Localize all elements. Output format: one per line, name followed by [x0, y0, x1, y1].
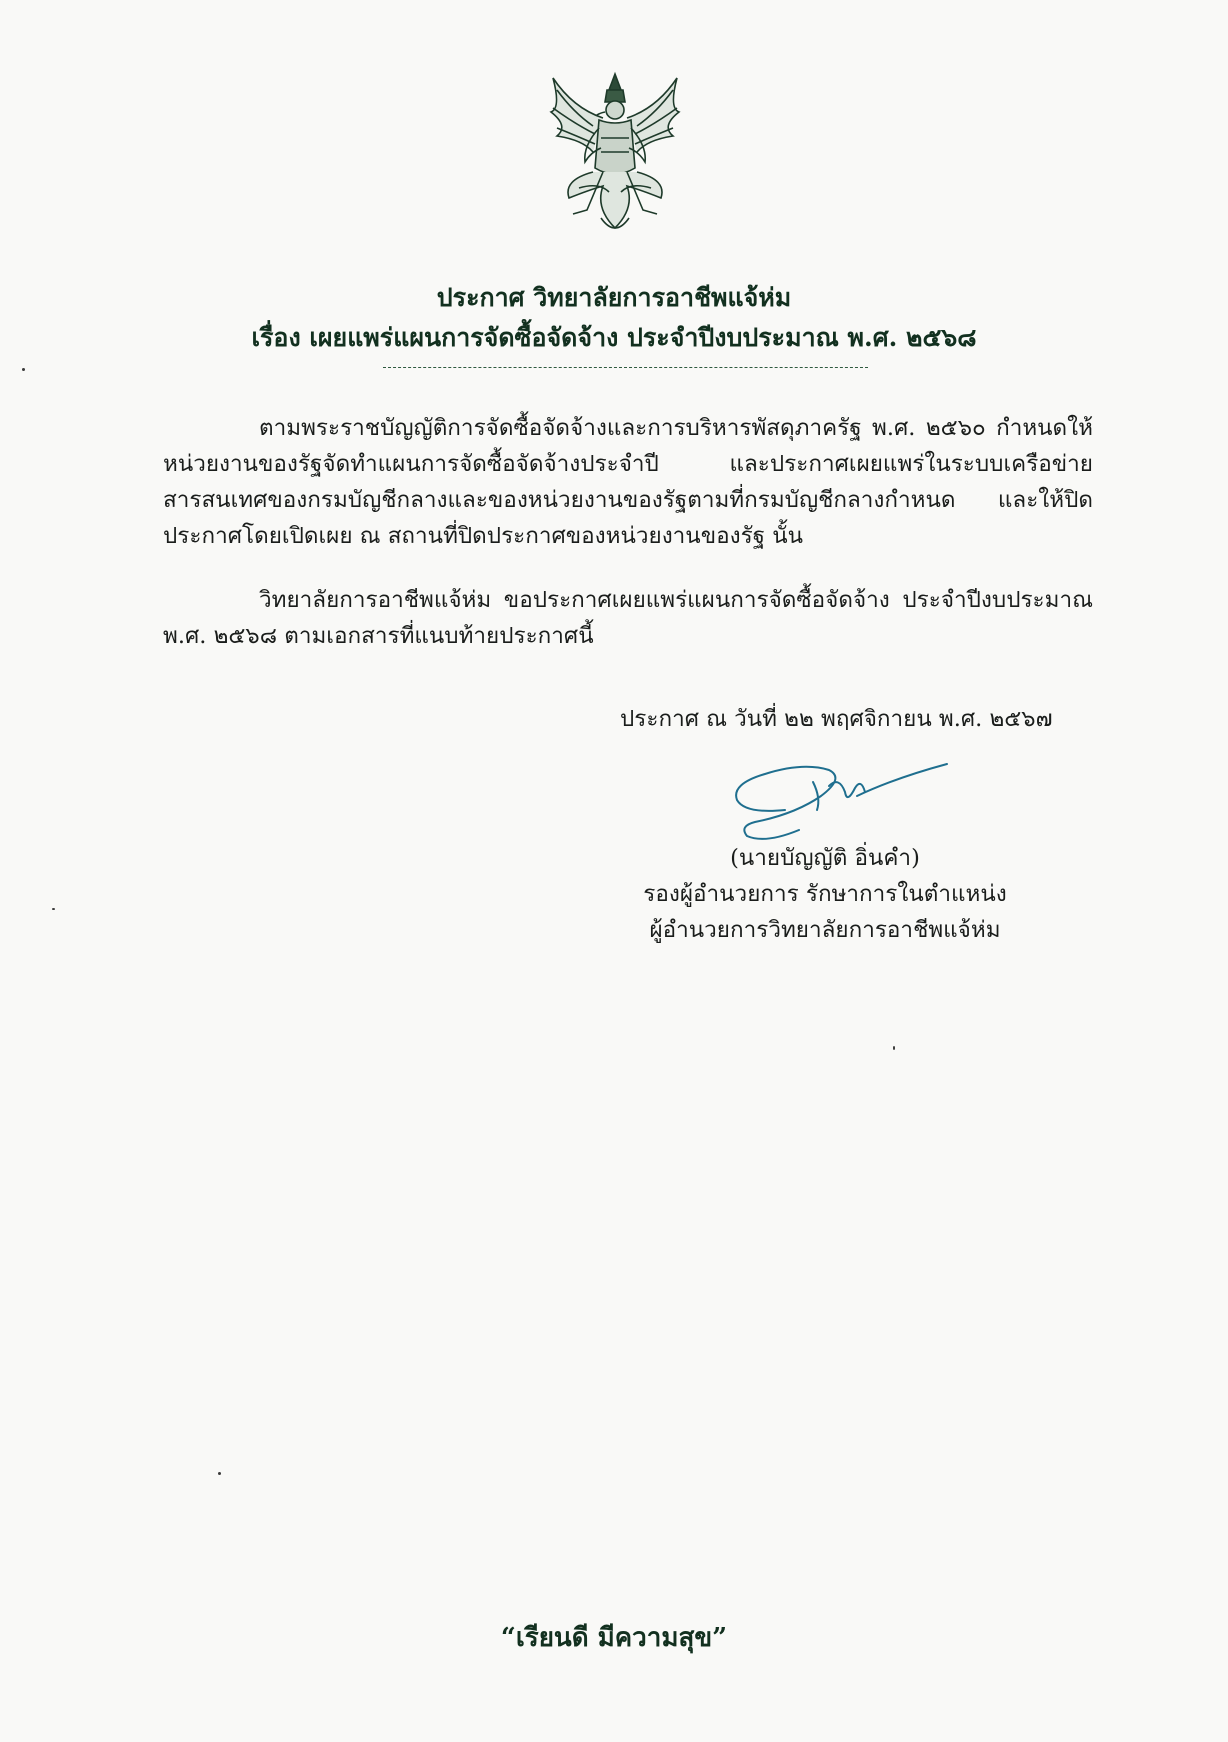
scan-speck — [52, 908, 55, 910]
college-motto: “เรียนดี มีความสุข” — [500, 1623, 728, 1653]
announcement-subject: เรื่อง เผยแพร่แผนการจัดซื้อจัดจ้าง ประจำปีงบประมาณ พ.ศ. ๒๕๖๘ — [251, 323, 977, 352]
garuda-emblem-icon — [543, 68, 688, 240]
scan-speck — [218, 1472, 221, 1475]
body-paragraph-1: ตามพระราชบัญญัติการจัดซื้อจัดจ้างและการบริหารพัสดุภาครัฐ พ.ศ. ๒๕๖๐ กำหนดให้หน่วยงานของรัฐจัดทำแผนการจัดซื้อจัดจ้างประจำปี และประกาศเผยแพร่ในระบบเครือข่ายสารสนเทศของกรมบัญชีกลางและของหน่วยงานของรัฐตามที่กรมบัญชีกลางกำหนด และให้ปิดประกาศโดยเปิดเผย ณ สถานที่ปิดประกาศของหน่วยงานของรัฐ นั้น — [163, 415, 1093, 549]
signer-name: (นายบัญญัติ อิ่นคำ) — [730, 845, 920, 871]
signer-position-line-2: ผู้อำนวยการวิทยาลัยการอาชีพแจ้ห่ม — [649, 917, 1001, 943]
title-divider — [383, 367, 868, 368]
body-paragraph-2: วิทยาลัยการอาชีพแจ้ห่ม ขอประกาศเผยแพร่แผนการจัดซื้อจัดจ้าง ประจำปีงบประมาณ พ.ศ. ๒๕๖๘ ตามเอกสารที่แนบท้ายประกาศนี้ — [163, 587, 1093, 649]
scan-speck — [22, 368, 25, 371]
handwritten-signature — [725, 752, 955, 847]
signature-block — [630, 840, 1020, 948]
announcement-date: ประกาศ ณ วันที่ ๒๒ พฤศจิกายน พ.ศ. ๒๕๖๗ — [620, 706, 1053, 732]
signer-position-line-1: รองผู้อำนวยการ รักษาการในตำแหน่ง — [643, 881, 1007, 907]
announcement-title: ประกาศ วิทยาลัยการอาชีพแจ้ห่ม — [436, 283, 792, 312]
scan-speck — [893, 1046, 895, 1050]
